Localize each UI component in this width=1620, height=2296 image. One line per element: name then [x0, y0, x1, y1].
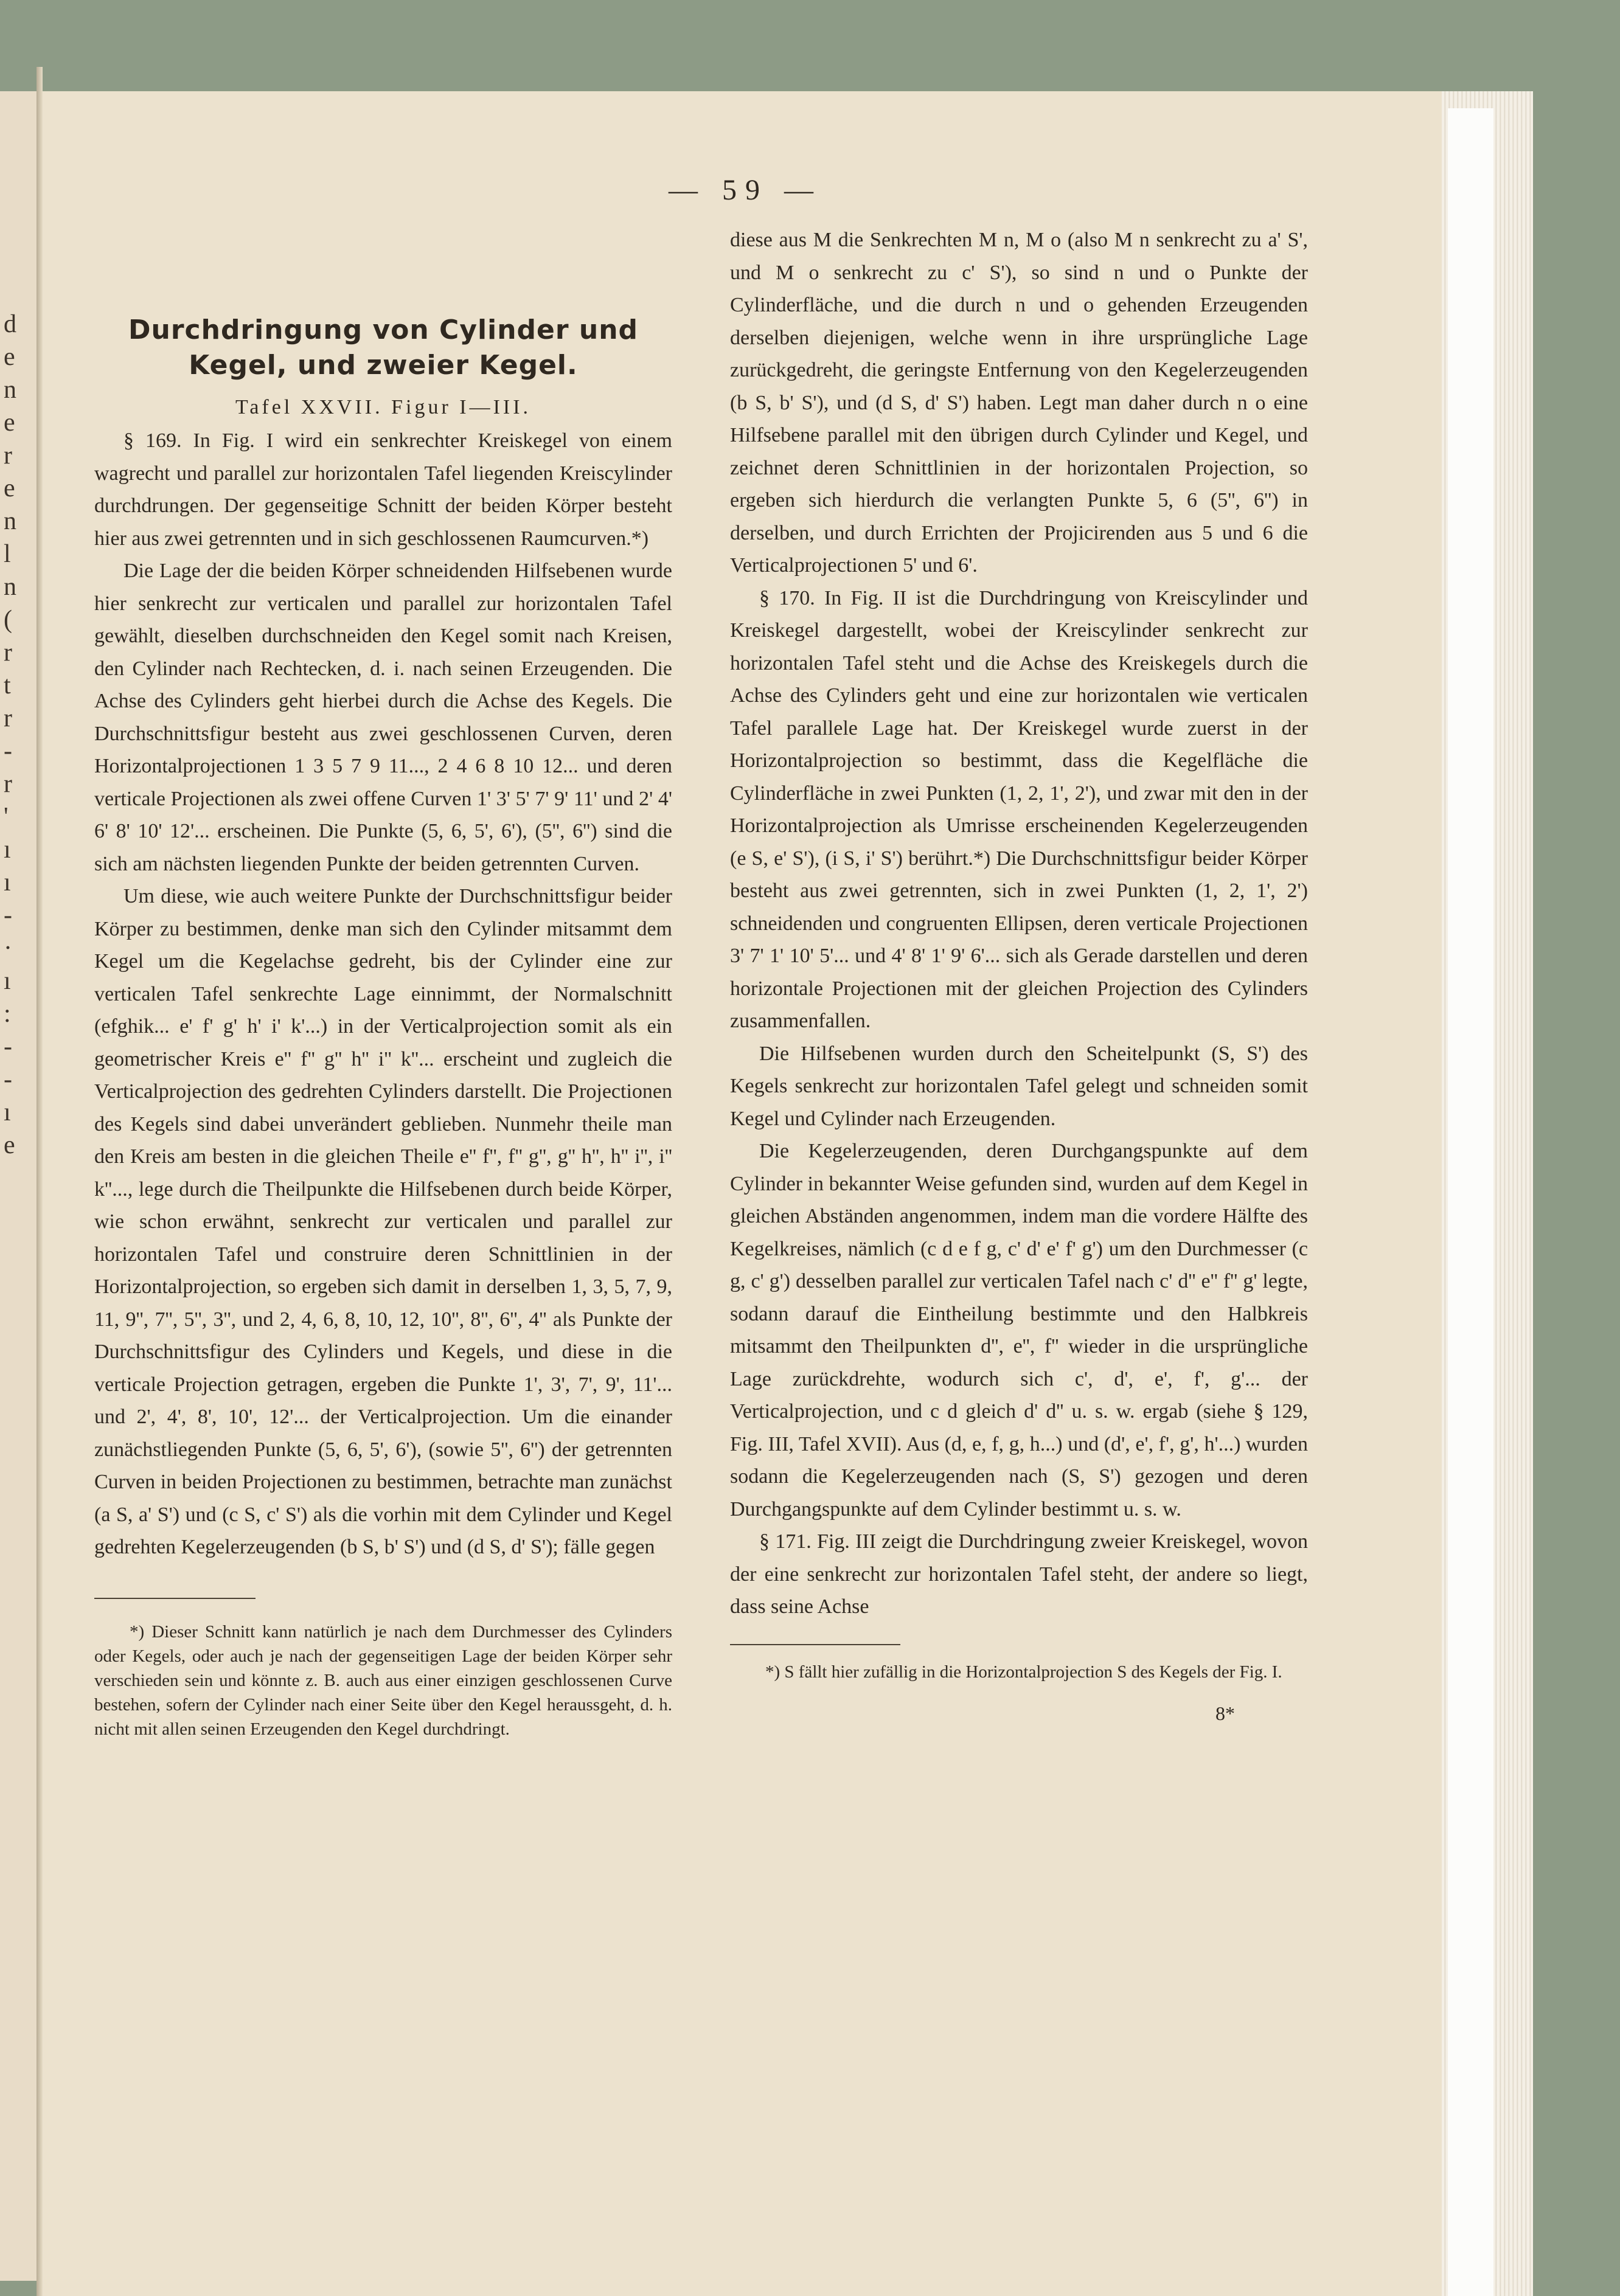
left-column — [94, 224, 672, 1741]
left-page-text-fragments — [4, 308, 26, 1162]
printer-signature: 8* — [1215, 1702, 1235, 1724]
left-page-edge — [0, 91, 37, 2281]
paragraph-170: § 170. In Fig. II ist die Durchdringung von Kreiscylinder und Kreiskegel dargestellt, wobei der Kreiscylinder senkrecht zur horizontalen Tafel steht und die Achse des Kreiskegels durch die Achse des Cylinders geht und eine zur horizontalen wie verticalen Tafel parallele Lage hat. Der Kreiskegel wurde zuerst in der Horizontalprojection so bestimmt, dass die Kegelfläche die Cylinderfläche in zwei Punkten (1, 2, 1', 2'), und zwar mit den in der Horizontalprojection als Umrisse erscheinenden Kegelerzeugenden (e S, e' S'), (i S, i' S') berührt.*) Die Durchschnittsfigur beider Körper besteht aus zwei getrennten, sich in zwei Punkten (1, 2, 1', 2') schneidenden und congruenten Ellipsen, deren verticale Projectionen 3' 7' 1' 10' 5'... und 4' 8' 1' 9' 6'... sich als Gerade darstellen und deren horizontale Projectionen mit der gleichen Projection des Cylinders zusammenfallen. — [730, 586, 1308, 1032]
section-heading: Durchdringung von Cylinder und Kegel, und zweier Kegel. — [128, 314, 639, 381]
left-letter: · — [4, 934, 12, 962]
left-letter: ı — [4, 1098, 11, 1126]
plate-reference: Tafel XXVII. Figur I—III. — [235, 396, 532, 418]
left-letter: ( — [4, 606, 12, 634]
paragraph-171: § 171. Fig. III zeigt die Durchdringung zweier Kreiskegel, wovon der eine senkrecht zur horizontalen Tafel steht, der andere so liegt, dass seine Achse — [730, 1530, 1308, 1618]
book-page — [43, 91, 1442, 2296]
left-letter: d — [4, 310, 16, 338]
left-letter: : — [4, 1000, 11, 1028]
book-gutter — [37, 67, 43, 2296]
left-letter: - — [4, 737, 12, 765]
left-letter: ı — [4, 869, 11, 897]
left-letter: l — [4, 540, 11, 568]
left-letter: ı — [4, 836, 11, 864]
white-page-edge — [1448, 108, 1493, 2296]
left-letter: t — [4, 671, 11, 699]
paragraph-169: § 169. In Fig. I wird ein senkrechter Kreiskegel von einem wagrecht und parallel zur horizontalen Tafel liegenden Kreiscylinder durchdrungen. Der gegenseitige Schnitt der beiden Körper besteht hier aus zwei getrennten und in sich geschlossenen Raumcurven.*) — [94, 429, 672, 550]
left-letter: ' — [4, 803, 9, 831]
footnote-divider — [94, 1598, 256, 1599]
left-letter: e — [4, 474, 15, 502]
paragraph: Die Kegelerzeugenden, deren Durchgangspunkte auf dem Cylinder in bekannter Weise gefunden sind, wurden auf dem Kegel in gleichen Abständen angenommen, indem man die vordere Hälfte des Kegelkreises, nämlich (c d e f g, c' d' e' f' g') um den Durchmesser (c g, c' g') desselben parallel zur verticalen Tafel nach c' d'' e'' f'' g' legte, sodann darauf die Eintheilung bestimmte und den Halbkreis mitsammt den Theilpunkten d'', e'', f'' wieder in die ursprüngliche Lage zurückdrehte, wodurch sich c', d', e', f', g'... der Verticalprojection, und c d gleich d' d'' u. s. w. ergab (siehe § 129, Fig. III, Tafel XVII). Aus (d, e, f, g, h...) und (d', e', f', g', h'...) wurden sodann die Kegelerzeugenden nach (S, S') gezogen und deren Durchgangspunkte auf dem Cylinder bestimmt u. s. w. — [730, 1140, 1308, 1521]
left-letter: - — [4, 1066, 12, 1094]
paragraph: Die Lage der die beiden Körper schneidenden Hilfsebenen wurde hier senkrecht zur verticalen und parallel zur horizontalen Tafel gewählt, dieselben durchschneiden den Kegel somit nach Kreisen, den Cylinder nach Rechtecken, d. i. nach seinen Erzeugenden. Die Achse des Cylinders geht hierbei durch die Achse des Kegels. Die Durchschnittsfigur besteht aus zwei geschlossenen Curven, deren Horizontalprojectionen 1 3 5 7 9 11..., 2 4 6 8 10 12... und deren verticale Projectionen als zwei offene Curven 1' 3' 5' 7' 9' 11' und 2' 4' 6' 8' 10' 12'... erscheinen. Die Punkte (5, 6, 5', 6'), (5'', 6'') sind die sich am nächsten liegenden Punkte der beiden getrennten Curven. — [94, 560, 672, 875]
footnote-divider — [730, 1644, 900, 1645]
paragraph: diese aus M die Senkrechten M n, M o (also M n senkrecht zu a' S', und M o senkrecht zu c' S'), so sind n und o Punkte der Cylinderfläche, und die durch n und o gehenden Erzeugenden derselben diejenigen, welche wenn in ihre ursprüngliche Lage zurückgedreht, die geringste Entfernung von den Kegelerzeugenden (b S, b' S'), und (d S, d' S') haben. Legt man daher durch n o eine Hilfsebene parallel mit den übrigen durch Cylinder und Kegel, und zeichnet deren Schnittlinien in der horizontalen Projection, so ergeben sich hierdurch die verlangten Punkte 5, 6 (5'', 6'') in derselben, und durch Errichten der Projicirenden aus 5 und 6 die Verticalprojectionen 5' und 6'. — [730, 229, 1308, 577]
left-letter: n — [4, 507, 16, 535]
left-letter: r — [4, 639, 12, 667]
page-number: — 59 — — [669, 174, 822, 206]
left-letter: n — [4, 573, 16, 601]
left-letter: - — [4, 901, 12, 929]
left-letter: r — [4, 442, 12, 470]
left-letter: r — [4, 704, 12, 732]
footnote: *) S fällt hier zufällig in die Horizontalprojection S des Kegels der Fig. I. — [765, 1662, 1282, 1682]
left-letter: e — [4, 343, 15, 371]
left-letter: - — [4, 1033, 12, 1061]
paragraph: Um diese, wie auch weitere Punkte der Durchschnittsfigur beider Körper zu bestimmen, denke man sich den Cylinder mitsammt dem Kegel um die Kegelachse gedreht, bis der Cylinder eine zur verticalen Tafel senkrechte Lage einnimmt, der Normalschnitt (efghik... e' f' g' h' i' k'...) in der Verticalprojection somit als ein geometrischer Kreis e'' f'' g'' h'' i'' k''... erscheint und zugleich die Verticalprojection des gedrehten Cylinders darstellt. Die Projectionen des Kegels sind dabei unverändert geblieben. Nunmehr theile man den Kreis am besten in die gleichen Theile e'' f'', f'' g'', g'' h'', h'' i'', i'' k''..., lege durch die Theilpunkte die Hilfsebenen durch beide Körper, wie schon erwähnt, senkrecht zur verticalen und parallel zur horizontalen Tafel und construire deren Schnittlinien in der Horizontalprojection, so ergeben sich damit in derselben 1, 3, 5, 7, 9, 11, 9'', 7'', 5'', 3'', und 2, 4, 6, 8, 10, 12, 10'', 8'', 6'', 4'' als Punkte der Durchschnittsfigur des Cylinders und Kegels, und diese in die verticale Projection getragen, ergeben die Punkte 1', 3', 7', 9', 11'... und 2', 4', 8', 10', 12'... der Verticalprojection. Um die einander zunächstliegenden Punkte (5, 6, 5', 6'), (sowie 5'', 6'') der getrennten Curven in beiden Projectionen zu bestimmen, betrachte man zunächst (a S, a' S') und (c S, c' S') als die vorhin mit dem Cylinder und Kegel gedrehten Kegelerzeugenden (b S, b' S') und (d S, d' S'); fälle gegen — [94, 885, 672, 1558]
left-letter: e — [4, 409, 15, 437]
left-letter: n — [4, 376, 16, 404]
left-letter: ı — [4, 967, 11, 995]
footnote: *) Dieser Schnitt kann natürlich je nach dem Durchmesser des Cylinders oder Kegels, oder auch je nach der gegenseitigen Lage der beiden Körper sehr verschieden sein und könnte z. B. auch aus einer einzigen geschlossenen Curve bestehen, sofern der Cylinder nach einer Seite über den Kegel heraussgeht, d. h. nicht mit allen seinen Erzeugenden den Kegel durchdringt. — [94, 1621, 672, 1739]
right-column — [730, 224, 1308, 1725]
paragraph: Die Hilfsebenen wurden durch den Scheitelpunkt (S, S') des Kegels senkrecht zur horizontalen Tafel gelegt und schneiden somit Kegel und Cylinder nach Erzeugenden. — [730, 1042, 1308, 1130]
left-letter: r — [4, 770, 12, 798]
left-letter: e — [4, 1131, 15, 1159]
